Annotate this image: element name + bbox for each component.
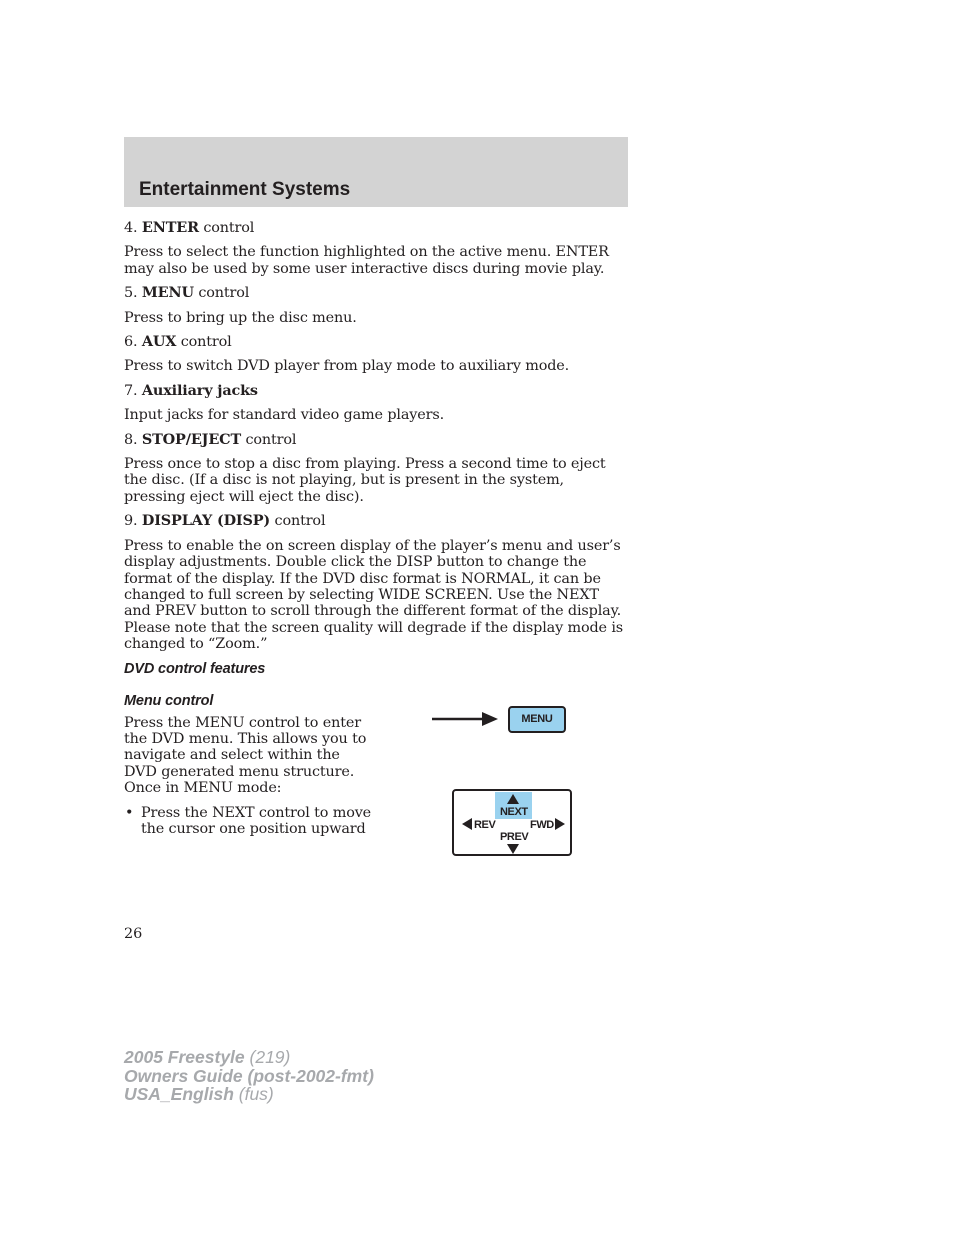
item-heading: 7. Auxiliary jacks xyxy=(124,381,258,399)
item-heading: 8. STOP/EJECT control xyxy=(124,430,297,448)
footer xyxy=(124,1048,374,1104)
item-description: Press to switch DVD player from play mode to auxiliary mode. xyxy=(124,358,570,375)
item-heading: 5. MENU control xyxy=(124,284,250,302)
footer-line: Owners Guide (post-2002-fmt) xyxy=(124,1065,374,1086)
footer-line: USA_English (fus) xyxy=(124,1084,274,1104)
left-arrow-icon xyxy=(462,818,472,830)
fwd-label: FWD xyxy=(530,819,554,831)
section-title: DVD control features xyxy=(124,660,266,677)
item-description: Press to bring up the disc menu. xyxy=(124,309,357,326)
item-description: Press once to stop a disc from playing. Press a second time to eject the disc. (If a disc is not playing, but is present in the system, pressing eject will eject the disc). xyxy=(124,456,606,505)
menu-button-illustration: MENU xyxy=(508,706,566,733)
rev-label: REV xyxy=(474,819,496,831)
bullet-item: • Press the NEXT control to move the cursor one position upward xyxy=(125,804,372,837)
item-description: Press to select the function highlighted on the active menu. ENTER may also be used by some user interactive discs during movie play. xyxy=(124,244,609,277)
header-band xyxy=(124,137,628,207)
right-arrow-icon xyxy=(555,818,565,830)
bullet-icon: • xyxy=(125,804,134,821)
item-heading: 9. DISPLAY (DISP) control xyxy=(124,512,326,530)
nav-control-illustration xyxy=(452,789,572,856)
up-arrow-icon xyxy=(507,794,519,804)
main-content xyxy=(124,220,628,845)
prev-label: PREV xyxy=(500,831,529,843)
next-label: NEXT xyxy=(500,806,528,818)
subsection-title: Menu control xyxy=(124,692,214,709)
item-description: Input jacks for standard video game players. xyxy=(124,407,444,424)
menu-paragraph: Press the MENU control to enter the DVD menu. This allows you to navigate and select within the DVD generated menu structure. Once in MENU mode: xyxy=(124,714,367,797)
page-number: 26 xyxy=(124,926,143,942)
item-heading: 6. AUX control xyxy=(124,333,232,351)
item-description: Press to enable the on screen display of the player’s menu and user’s display adjustments. Double click the DISP button to change the format of the display. If the DVD disc format is NORMAL, it can be changed to full screen by selecting WIDE SCREEN. Use the NEXT and PREV button to scroll through the different format of the display. Please note that the screen quality will degrade if the display mode is changed to “Zoom.” xyxy=(124,537,624,653)
down-arrow-icon xyxy=(507,844,519,854)
page-title: Entertainment Systems xyxy=(139,179,351,200)
item-heading: 4. ENTER control xyxy=(124,219,255,236)
footer-line: 2005 Freestyle (219) xyxy=(124,1047,291,1067)
arrow-right-icon xyxy=(432,712,498,726)
